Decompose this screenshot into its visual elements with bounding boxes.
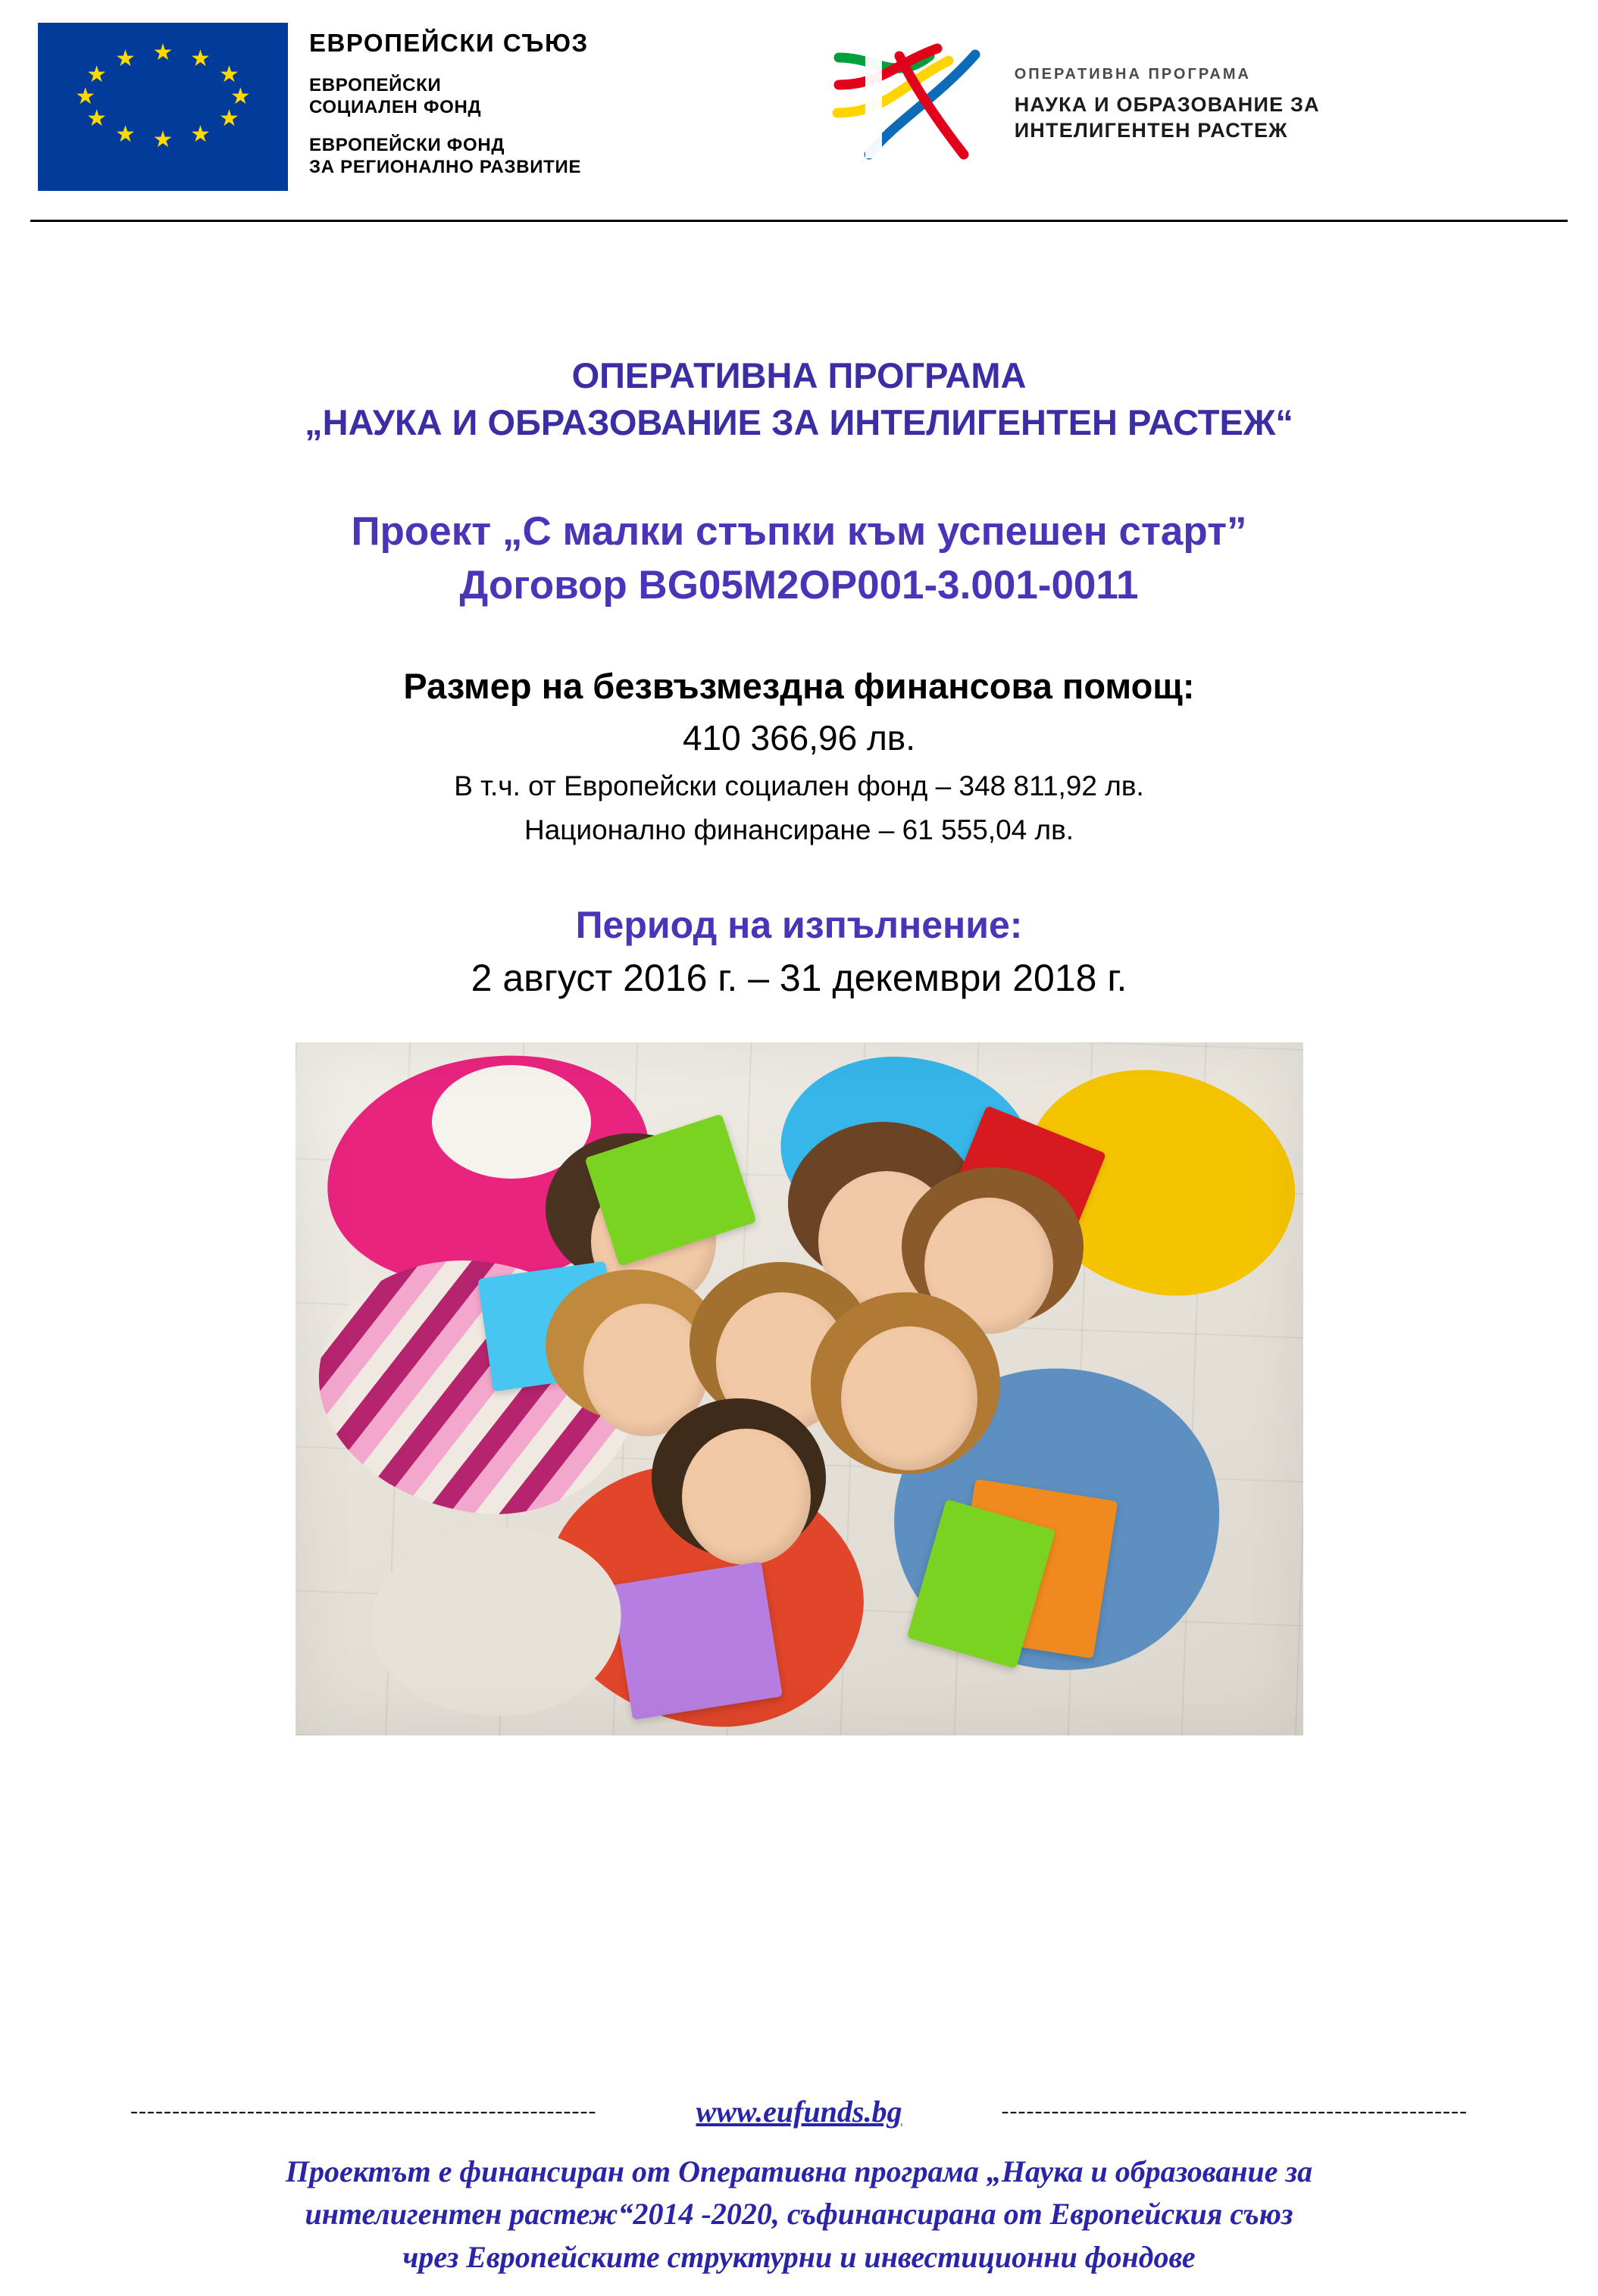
op-program-name-line1: НАУКА И ОБРАЗОВАНИЕ ЗА [1014, 93, 1320, 117]
eufunds-link[interactable]: www.eufunds.bg [696, 2094, 902, 2129]
op-logo-block [824, 23, 1320, 166]
eu-fund-regional-line2: ЗА РЕГИОНАЛНО РАЗВИТИЕ [309, 156, 582, 177]
children-lying-in-circle-with-books-photo [296, 1042, 1303, 1735]
grant-label: Размер на безвъзмездна финансова помощ: [403, 666, 1195, 707]
footer-disclaimer [42, 2151, 1556, 2279]
photo-child-face [682, 1429, 811, 1565]
project-contract-number: Договор BG05M2OP001-3.001-0011 [459, 562, 1139, 608]
eu-fund-social-line2: СОЦИАЛЕН ФОНД [309, 97, 482, 118]
program-title-line2: „НАУКА И ОБРАЗОВАНИЕ ЗА ИНТЕЛИГЕНТЕН РАСТЕЖ“ [305, 402, 1293, 443]
footer-url-row [42, 2094, 1556, 2129]
main-content [0, 352, 1598, 1735]
op-program-name-line2: ИНТЕЛИГЕНТЕН РАСТЕЖ [1014, 119, 1288, 142]
footer-dash-right: -------------------------------------------------------- [1001, 2098, 1468, 2124]
footer-disclaimer-line2: интелигентен растеж“2014 -2020, съфинансирана от Европейския съюз [305, 2197, 1293, 2232]
op-text-block [1015, 63, 1320, 144]
op-program-label: ОПЕРАТИВНА ПРОГРАМА [1014, 66, 1251, 83]
footer-disclaimer-line1: Проектът е финансиран от Оперативна програма „Наука и образование за [285, 2154, 1313, 2188]
project-title-line1: Проект „С малки стъпки към успешен старт” [351, 509, 1247, 554]
period-label: Период на изпълнение: [575, 904, 1023, 947]
grant-amount: 410 366,96 лв. [682, 718, 916, 758]
grant-esf-amount: В т.ч. от Европейски социален фонд – 348 811,92 лв. [454, 770, 1144, 802]
eu-fund-regional-line1: ЕВРОПЕЙСКИ ФОНД [309, 134, 505, 155]
grant-national-amount: Национално финансиране – 61 555,04 лв. [524, 814, 1074, 846]
document-header [0, 0, 1598, 227]
photo-book [611, 1561, 783, 1720]
program-title [45, 352, 1553, 446]
project-title [45, 505, 1553, 612]
eu-fund-social-line1: ЕВРОПЕЙСКИ [309, 75, 442, 95]
eu-title: ЕВРОПЕЙСКИ СЪЮЗ [309, 29, 589, 57]
footer-dash-left: -------------------------------------------------------- [130, 2098, 597, 2124]
op-science-education-logo-icon [824, 41, 998, 166]
program-title-line1: ОПЕРАТИВНА ПРОГРАМА [571, 355, 1027, 395]
header-logos-row [0, 0, 1598, 189]
op-program-name [1015, 92, 1320, 144]
eu-emblem-block [38, 23, 589, 191]
footer-disclaimer-line3: чрез Европейските структурни и инвестиционни фондове [402, 2240, 1196, 2275]
header-divider [30, 220, 1568, 222]
photo-child-face [841, 1326, 977, 1470]
period-value: 2 август 2016 г. – 31 декември 2018 г. [471, 957, 1127, 1000]
document-footer [0, 2094, 1598, 2296]
eu-fund-regional [309, 134, 589, 179]
eu-text-block [309, 23, 589, 178]
eu-fund-social [309, 74, 589, 119]
eu-flag-icon: ★ ★ ★ ★ ★ ★ ★ ★ ★ ★ ★ ★ [38, 23, 288, 191]
